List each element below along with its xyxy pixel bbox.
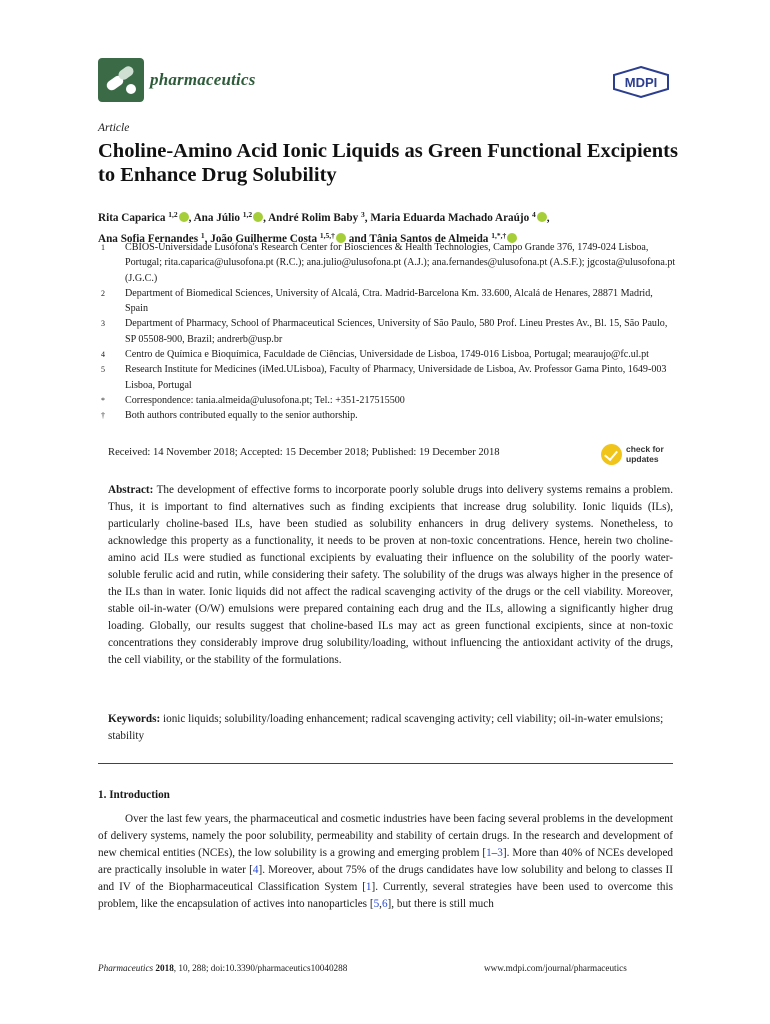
author-name: Ana Júlio (193, 212, 243, 224)
affiliation-item (98, 347, 678, 362)
checkmark-icon (601, 444, 622, 465)
author-separator: , (364, 212, 371, 224)
affiliation-text: Both authors contributed equally to the senior authorship. (125, 410, 358, 422)
footer-year: 2018 (155, 963, 174, 973)
author-affiliation-mark: 1,*,† (491, 231, 507, 240)
affiliation-mark: 5 (101, 365, 105, 375)
affiliation-item (98, 408, 678, 423)
section-divider (98, 763, 673, 764)
author-name: Maria Eduarda Machado Araújo (370, 212, 532, 224)
citation-link[interactable]: 3 (497, 847, 503, 859)
author-affiliation-mark: 4 (531, 210, 536, 219)
intro-text: ]. More than 40% of NCEs developed are practically insoluble in water [ (98, 847, 673, 876)
affiliation-mark: 3 (101, 319, 105, 329)
author-affiliation-mark: 1,2 (242, 210, 253, 219)
author-separator: , (204, 233, 211, 245)
mdpi-logo-icon (612, 66, 670, 98)
author-separator: and (345, 233, 370, 245)
author-affiliation-mark: 1 (200, 231, 205, 240)
paper-title: Choline-Amino Acid Ionic Liquids as Green Functional Excipients to Enhance Drug Solubility (98, 140, 678, 186)
affiliations-list (98, 240, 678, 424)
orcid-icon[interactable] (253, 212, 263, 222)
affiliation-item (98, 286, 678, 317)
abstract-label: Abstract: (108, 484, 154, 496)
mdpi-logo-text: MDPI (624, 75, 658, 90)
article-type: Article (98, 122, 130, 134)
affiliation-text: Department of Biomedical Sciences, University of Alcalá, Ctra. Madrid-Barcelona Km. 33.600, Alcalá de Henares, 28871 Madrid, Spain (125, 287, 653, 315)
author-name: Tânia Santos de Almeida (369, 233, 492, 245)
citation-link[interactable]: 6 (381, 898, 388, 910)
author-separator: , (263, 212, 269, 224)
check-updates-line1: check for (626, 444, 664, 454)
publication-dates: Received: 14 November 2018; Accepted: 15 December 2018; Published: 19 December 2018 (108, 447, 500, 458)
intro-text: ]. Moreover, about 75% of the drugs candidates have low solubility and belong to classes II and IV of the Biopharmaceutical Classification System [ (98, 864, 673, 893)
citation-link[interactable]: 1 (486, 847, 492, 859)
introduction-paragraph (98, 811, 673, 913)
affiliation-text: Department of Pharmacy, School of Pharmaceutical Sciences, University of São Paulo, 580 Prof. Lineu Prestes Av., Bl. 15, São Paulo, SP 05508-900, Brazil; andrerb@usp.br (125, 318, 668, 345)
affiliation-mark: * (101, 395, 105, 405)
abstract-text: The development of effective forms to incorporate poorly soluble drugs into delivery systems remains a problem. Thus, it is important to find alternatives such as finding excipients that increase drug solubility. Ionic liquids (ILs), particularly choline-based ILs, have been studied as solubility enhancers in drug delivery systems. Nonetheless, to acknowledge this property as a functionality, it needs to be proven at non-toxic concentrations. Hence, herein two choline-amino acid ILs were studied as functional excipients by evaluating their influence on the solubility of the poorly water-soluble ferulic acid and rutin, while considering their safety. The solubility of the drugs was always higher in the presence of the ILs than in water. Ionic liquids did not affect the radical scavenging activity of the drugs or the cell viability. Moreover, stable oil-in-water (O/W) emulsions were prepared containing each drug and the ILs, allowing a significantly higher drug loading. Globally, our results suggest that choline-based ILs may act as green functional excipients, since at non-toxic concentrations they considerably improve drug solubility/loading, without influencing the antioxidant activity of the drugs, the cell viability, or the stability of the formulations. (108, 484, 673, 666)
footer-journal: Pharmaceutics (98, 963, 154, 973)
footer-citation (98, 963, 347, 973)
intro-text: , (379, 898, 382, 910)
affiliation-item (98, 362, 678, 393)
footer-doi: , 10, 288; doi:10.3390/pharmaceutics10040288 (173, 963, 348, 973)
keywords-label: Keywords: (108, 713, 161, 725)
affiliation-text: Centro de Química e Bioquímica, Faculdade de Ciências, Universidade de Lisboa, 1749-016 Lisboa, Portugal; mearaujo@fc.ul.pt (125, 349, 649, 361)
keywords (108, 711, 673, 745)
author-affiliation-mark: 1,5,† (319, 231, 335, 240)
author-affiliation-mark: 3 (361, 210, 365, 219)
author-affiliation-mark: 1,2 (168, 210, 178, 219)
author-name: Rita Caparica (98, 212, 169, 224)
intro-text: ], but there is still much (387, 898, 494, 910)
intro-text: – (491, 847, 498, 859)
author-name: Ana Sofia Fernandes (98, 233, 201, 245)
intro-text: ]. Currently, several strategies have been used to overcome this problem, like the encapsulation of actives into nanoparticles [ (98, 881, 673, 910)
author-separator: , (546, 212, 550, 224)
author-name: João Guilherme Costa (210, 233, 320, 245)
pharmaceutics-logo-icon (98, 58, 144, 102)
affiliation-text: Correspondence: tania.almeida@ulusofona.pt; Tel.: +351-217515500 (125, 394, 405, 406)
affiliation-mark: 4 (101, 350, 105, 360)
affiliation-text: CBIOS-Universidade Lusófona's Research Center for Biosciences & Health Technologies, Campo Grande 376, 1749-024 Lisboa, Portugal; rita.caparica@ulusofona.pt (R.C.); ana.julio@ulusofona.pt (A.J.); ana.fernandes@ulusofona.pt (A.S.F.); jgcosta@ulusofona.pt (J.G.C.) (125, 242, 676, 284)
citation-link[interactable]: 4 (252, 864, 259, 876)
orcid-icon[interactable] (179, 212, 189, 222)
affiliation-text: Research Institute for Medicines (iMed.ULisboa), Faculty of Pharmacy, Universidade de Lisboa, Av. Professor Gama Pinto, 1649-003 Lisboa, Portugal (125, 364, 667, 391)
orcid-icon[interactable] (537, 212, 547, 222)
affiliation-mark: 2 (101, 288, 105, 298)
author-name: André Rolim Baby (268, 212, 362, 224)
citation-link[interactable]: 1 (365, 881, 372, 893)
affiliation-mark: 1 (101, 243, 105, 252)
abstract (108, 482, 673, 669)
check-updates-line2: updates (626, 454, 659, 464)
section-heading-introduction: 1. Introduction (98, 789, 170, 801)
affiliation-item (98, 316, 678, 347)
affiliation-item (98, 240, 678, 286)
keywords-text: ionic liquids; solubility/loading enhancement; radical scavenging activity; cell viability; oil-in-water emulsions; stability (108, 713, 664, 742)
journal-name: pharmaceutics (150, 70, 256, 89)
affiliation-mark: † (101, 411, 105, 421)
footer-journal-url[interactable]: www.mdpi.com/journal/pharmaceutics (484, 963, 627, 973)
affiliation-item (98, 393, 678, 408)
citation-link[interactable]: 5 (373, 898, 380, 910)
intro-text: Over the last few years, the pharmaceutical and cosmetic industries have been facing several problems in the development of delivery systems, namely the poor solubility, permeability and stability of certain drugs. In the research and development of new chemical entities (NCEs), the low solubility is a growing and emerging problem [ (98, 813, 673, 859)
author-separator: , (188, 212, 194, 224)
check-for-updates-button[interactable] (601, 441, 673, 467)
